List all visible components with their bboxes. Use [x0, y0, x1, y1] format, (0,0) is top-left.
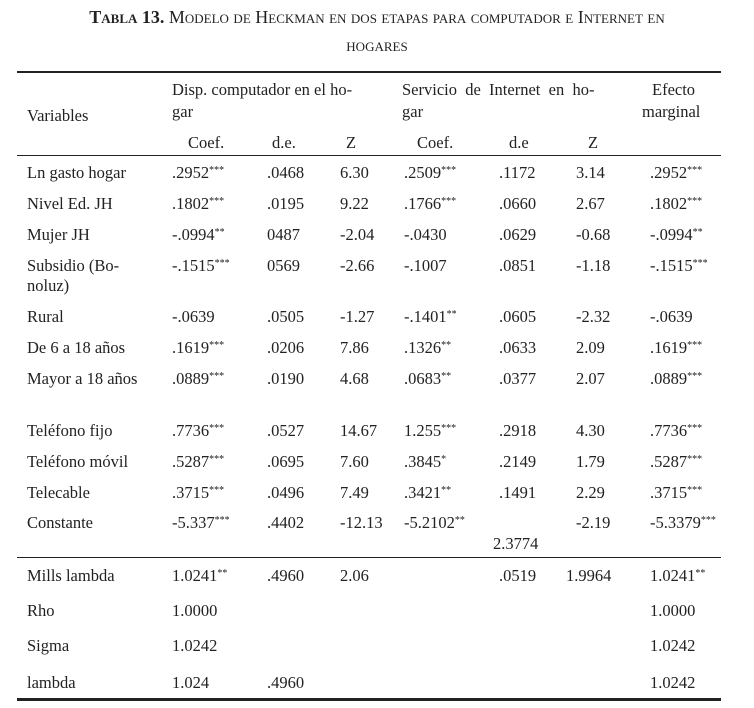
- stat-z-internet: [566, 566, 611, 586]
- table-title-line1: Modelo de Heckman en dos etapas para computador e Internet en: [168, 7, 665, 27]
- z-internet: [576, 452, 605, 472]
- stat-z-computador-value: 2.06: [340, 566, 369, 585]
- de-internet-value: .0629: [499, 225, 537, 244]
- de-internet-value: .2918: [499, 421, 537, 440]
- row-variable: [27, 256, 147, 296]
- significance-stars: ***: [441, 196, 457, 207]
- coef-internet-value: .2509: [404, 163, 442, 182]
- significance-stars: **: [441, 371, 452, 382]
- significance-stars: **: [454, 515, 465, 526]
- subheader-de-1: d.e.: [272, 133, 296, 152]
- efecto-marginal: [650, 338, 702, 358]
- efecto-marginal: [650, 421, 702, 441]
- de-internet-value: 2.3774: [493, 534, 539, 553]
- coef-internet: [404, 225, 447, 245]
- z-computador: [340, 163, 369, 183]
- efecto-marginal: [650, 194, 702, 214]
- row-variable: [27, 163, 126, 183]
- significance-stars: ***: [209, 485, 225, 496]
- stat-z-internet-value: 1.9964: [566, 566, 612, 585]
- z-internet-value: 1.79: [576, 452, 605, 471]
- de-internet: [493, 534, 538, 554]
- de-computador-value: 0487: [267, 225, 300, 244]
- stat-variable-value: Mills lambda: [27, 566, 115, 585]
- de-computador-value: .4402: [267, 513, 305, 532]
- subheader-de-2: d.e: [509, 133, 529, 152]
- z-computador: [340, 513, 383, 533]
- coef-computador-value: .1619: [172, 338, 210, 357]
- row-variable-value: Teléfono fijo: [27, 421, 113, 440]
- significance-stars: **: [441, 340, 452, 351]
- coef-computador-value: -.0994: [172, 225, 215, 244]
- significance-stars: ***: [209, 371, 225, 382]
- de-computador-value: .0468: [267, 163, 305, 182]
- de-computador: [267, 452, 304, 472]
- coef-internet: [404, 256, 447, 276]
- coef-internet-value: -.1007: [404, 256, 447, 275]
- efecto-marginal: [650, 256, 708, 276]
- row-variable: [27, 513, 93, 533]
- z-computador-value: -2.04: [340, 225, 375, 244]
- z-computador-value: -1.27: [340, 307, 375, 326]
- stat-de-internet-value: .0519: [499, 566, 537, 585]
- coef-internet: [404, 452, 446, 472]
- stat-coef-computador: [172, 636, 217, 656]
- de-computador-value: .0190: [267, 369, 305, 388]
- efecto-marginal-value: .1802: [650, 194, 688, 213]
- significance-stars: **: [441, 485, 452, 496]
- stat-z-computador: [340, 566, 369, 586]
- coef-computador: [172, 452, 224, 472]
- z-computador-value: 6.30: [340, 163, 369, 182]
- coef-computador-value: -5.337: [172, 513, 215, 532]
- row-variable: [27, 338, 125, 358]
- efecto-marginal: [650, 163, 702, 183]
- de-computador: [267, 225, 300, 245]
- stat-variable: [27, 601, 55, 621]
- coef-computador: [172, 483, 224, 503]
- bottom-rule: [17, 698, 721, 701]
- coef-internet: [404, 163, 456, 183]
- stat-de-computador: [267, 673, 304, 693]
- coef-computador-value: -.0639: [172, 307, 215, 326]
- stat-variable: [27, 566, 115, 586]
- z-computador-value: 7.49: [340, 483, 369, 502]
- top-rule: [17, 71, 721, 73]
- coef-computador-value: .2952: [172, 163, 210, 182]
- table-label: Tabla 13.: [89, 7, 165, 27]
- coef-computador: [172, 338, 224, 358]
- stat-efecto-marginal-value: 1.0242: [650, 636, 696, 655]
- z-computador: [340, 421, 377, 441]
- significance-stars: *: [441, 454, 447, 465]
- de-internet-value: .0633: [499, 338, 537, 357]
- efecto-marginal-value: -.1515: [650, 256, 693, 275]
- coef-computador-value: .5287: [172, 452, 210, 471]
- z-computador: [340, 369, 369, 389]
- z-computador-value: 7.60: [340, 452, 369, 471]
- de-internet: [499, 256, 536, 276]
- de-computador: [267, 307, 304, 327]
- row-variable: [27, 452, 128, 472]
- subheader-coef-1: Coef.: [188, 133, 225, 152]
- z-computador: [340, 225, 374, 245]
- stat-coef-computador-value: 1.0000: [172, 601, 218, 620]
- significance-stars: ***: [214, 258, 230, 269]
- coef-internet-value: -.0430: [404, 225, 447, 244]
- de-computador: [267, 338, 304, 358]
- coef-computador: [172, 307, 215, 327]
- efecto-marginal-value: .3715: [650, 483, 688, 502]
- z-computador-value: 14.67: [340, 421, 378, 440]
- coef-internet: [404, 338, 451, 358]
- efecto-marginal-value: .7736: [650, 421, 688, 440]
- header-group1-line2: gar: [172, 102, 194, 121]
- header-group3-line2: marginal: [642, 102, 701, 121]
- de-internet: [499, 225, 536, 245]
- stat-efecto-marginal-value: 1.0000: [650, 601, 696, 620]
- significance-stars: **: [214, 227, 225, 238]
- significance-stars: **: [692, 227, 703, 238]
- de-computador-value: .0695: [267, 452, 305, 471]
- row-variable: [27, 194, 113, 214]
- z-internet-value: 2.67: [576, 194, 605, 213]
- z-computador-value: 7.86: [340, 338, 369, 357]
- row-variable: [27, 483, 90, 503]
- de-computador-value: .0505: [267, 307, 305, 326]
- coef-internet-value: .3421: [404, 483, 442, 502]
- row-variable-value: Teléfono móvil: [27, 452, 129, 471]
- z-internet-value: 3.14: [576, 163, 605, 182]
- subheader-z-1: Z: [346, 133, 357, 152]
- stat-coef-computador-value: 1.0241: [172, 566, 218, 585]
- row-variable-value: Mayor a 18 años: [27, 369, 138, 388]
- coef-internet: [404, 194, 456, 214]
- row-variable-value: Rural: [27, 307, 64, 326]
- stat-efecto-marginal: [650, 601, 695, 621]
- de-internet-value: .1172: [499, 163, 536, 182]
- de-internet: [499, 194, 536, 214]
- de-computador-value: .0496: [267, 483, 305, 502]
- significance-stars: **: [217, 568, 228, 579]
- header-group3-line1: Efecto: [652, 80, 696, 99]
- coef-internet-value: -.1401: [404, 307, 447, 326]
- coef-computador: [172, 513, 230, 533]
- significance-stars: ***: [209, 423, 225, 434]
- efecto-marginal: [650, 483, 702, 503]
- efecto-marginal: [650, 513, 716, 533]
- z-computador-value: 9.22: [340, 194, 369, 213]
- header-group2-line2: gar: [402, 102, 424, 121]
- efecto-marginal: [650, 225, 703, 245]
- coef-internet: [404, 369, 451, 389]
- stat-coef-computador-value: 1.024: [172, 673, 210, 692]
- efecto-marginal: [650, 369, 702, 389]
- z-internet-value: 2.29: [576, 483, 605, 502]
- coef-internet: [404, 483, 451, 503]
- z-internet: [576, 225, 610, 245]
- de-internet: [499, 163, 536, 183]
- coef-computador: [172, 369, 224, 389]
- row-variable-value: Constante: [27, 513, 93, 532]
- de-internet-value: .0605: [499, 307, 537, 326]
- coef-computador-value: .3715: [172, 483, 210, 502]
- z-internet-value: 2.07: [576, 369, 605, 388]
- significance-stars: ***: [687, 340, 703, 351]
- table-title: [0, 2, 754, 32]
- de-internet: [499, 338, 536, 358]
- coef-computador-value: .0889: [172, 369, 210, 388]
- z-computador: [340, 452, 369, 472]
- efecto-marginal-value: -.0994: [650, 225, 693, 244]
- efecto-marginal-value: .2952: [650, 163, 688, 182]
- stat-variable: [27, 636, 69, 656]
- subheader-coef-2: Coef.: [417, 133, 454, 152]
- significance-stars: ***: [692, 258, 708, 269]
- significance-stars: **: [695, 568, 706, 579]
- significance-stars: ***: [687, 454, 703, 465]
- efecto-marginal: [650, 307, 693, 327]
- coef-computador-value: .7736: [172, 421, 210, 440]
- significance-stars: ***: [209, 340, 225, 351]
- significance-stars: ***: [209, 196, 225, 207]
- coef-internet: [404, 513, 465, 533]
- stat-variable-value: Sigma: [27, 636, 70, 655]
- header-group1-line1: Disp. computador en el ho-: [172, 80, 353, 99]
- coef-internet-value: .0683: [404, 369, 442, 388]
- stat-coef-computador: [172, 673, 209, 693]
- efecto-marginal-value: -5.3379: [650, 513, 701, 532]
- subheader-z-2: Z: [588, 133, 599, 152]
- coef-internet: [404, 307, 457, 327]
- z-computador: [340, 194, 369, 214]
- de-internet-value: .0851: [499, 256, 537, 275]
- z-computador: [340, 307, 374, 327]
- significance-stars: ***: [209, 165, 225, 176]
- de-computador: [267, 513, 304, 533]
- stat-de-computador-value: .4960: [267, 566, 305, 585]
- de-computador: [267, 194, 304, 214]
- coef-internet-value: .1766: [404, 194, 442, 213]
- significance-stars: ***: [687, 371, 703, 382]
- stat-efecto-marginal-value: 1.0241: [650, 566, 696, 585]
- significance-stars: ***: [214, 515, 230, 526]
- de-computador: [267, 483, 304, 503]
- z-internet: [576, 163, 605, 183]
- de-internet-value: .0660: [499, 194, 537, 213]
- z-computador-value: 4.68: [340, 369, 369, 388]
- table-title-line2: hogares: [346, 35, 408, 55]
- header-group2-line1: Servicio de Internet en ho-: [402, 80, 595, 99]
- row-variable-value: Ln gasto hogar: [27, 163, 126, 182]
- z-computador: [340, 338, 369, 358]
- z-computador-value: -12.13: [340, 513, 383, 532]
- row-variable-value: Telecable: [27, 483, 90, 502]
- z-internet-value: 4.30: [576, 421, 605, 440]
- z-internet: [576, 513, 610, 533]
- efecto-marginal-value: .5287: [650, 452, 688, 471]
- row-variable: [27, 307, 64, 327]
- de-internet-value: .1491: [499, 483, 537, 502]
- row-variable-value: De 6 a 18 años: [27, 338, 126, 357]
- coef-internet-value: 1.255: [404, 421, 442, 440]
- row-variable-value: Mujer JH: [27, 225, 90, 244]
- de-internet-value: .2149: [499, 452, 537, 471]
- z-computador: [340, 483, 369, 503]
- header-rule: [17, 155, 721, 156]
- significance-stars: ***: [441, 423, 457, 434]
- significance-stars: **: [446, 309, 457, 320]
- significance-stars: ***: [700, 515, 716, 526]
- stat-coef-computador: [172, 601, 217, 621]
- de-computador: [267, 163, 304, 183]
- z-internet: [576, 194, 605, 214]
- de-computador-value: .0195: [267, 194, 305, 213]
- z-internet: [576, 369, 605, 389]
- significance-stars: ***: [441, 165, 457, 176]
- table-title-line2-wrap: [0, 30, 754, 60]
- stat-variable-value: lambda: [27, 673, 76, 692]
- stat-efecto-marginal: [650, 636, 695, 656]
- stat-de-computador: [267, 566, 304, 586]
- z-internet-value: -2.19: [576, 513, 611, 532]
- stat-efecto-marginal-value: 1.0242: [650, 673, 696, 692]
- stat-efecto-marginal: [650, 673, 695, 693]
- z-internet-value: 2.09: [576, 338, 605, 357]
- stat-variable-value: Rho: [27, 601, 55, 620]
- row-variable-value: Nivel Ed. JH: [27, 194, 113, 213]
- stat-variable: [27, 673, 76, 693]
- stat-efecto-marginal: [650, 566, 705, 586]
- z-internet: [576, 256, 610, 276]
- de-internet: [499, 307, 536, 327]
- mid-rule: [17, 557, 721, 558]
- coef-internet-value: .3845: [404, 452, 442, 471]
- de-internet: [499, 421, 536, 441]
- significance-stars: ***: [687, 196, 703, 207]
- coef-computador: [172, 194, 224, 214]
- row-variable: [27, 369, 147, 389]
- row-variable-value: Subsidio (Bo-noluz): [27, 256, 120, 295]
- de-computador: [267, 421, 304, 441]
- z-internet-value: -0.68: [576, 225, 611, 244]
- stat-coef-computador: [172, 566, 227, 586]
- de-internet: [499, 483, 536, 503]
- z-internet-value: -2.32: [576, 307, 611, 326]
- efecto-marginal: [650, 452, 702, 472]
- de-computador-value: .0527: [267, 421, 305, 440]
- de-computador-value: .0206: [267, 338, 305, 357]
- stat-coef-computador-value: 1.0242: [172, 636, 218, 655]
- de-internet: [499, 452, 536, 472]
- z-internet: [576, 307, 610, 327]
- significance-stars: ***: [687, 485, 703, 496]
- stat-de-computador-value: .4960: [267, 673, 305, 692]
- efecto-marginal-value: .0889: [650, 369, 688, 388]
- de-computador-value: 0569: [267, 256, 300, 275]
- coef-internet-value: -5.2102: [404, 513, 455, 532]
- coef-internet: [404, 421, 456, 441]
- coef-computador-value: .1802: [172, 194, 210, 213]
- z-internet: [576, 421, 605, 441]
- row-variable: [27, 225, 90, 245]
- de-computador: [267, 256, 300, 276]
- z-computador-value: -2.66: [340, 256, 375, 275]
- z-computador: [340, 256, 374, 276]
- coef-computador: [172, 256, 230, 276]
- coef-computador-value: -.1515: [172, 256, 215, 275]
- efecto-marginal-value: -.0639: [650, 307, 693, 326]
- coef-computador: [172, 163, 224, 183]
- stat-de-internet: [499, 566, 536, 586]
- significance-stars: ***: [687, 423, 703, 434]
- row-variable: [27, 421, 112, 441]
- de-internet-value: .0377: [499, 369, 537, 388]
- z-internet: [576, 483, 605, 503]
- efecto-marginal-value: .1619: [650, 338, 688, 357]
- significance-stars: ***: [209, 454, 225, 465]
- de-computador: [267, 369, 304, 389]
- z-internet-value: -1.18: [576, 256, 611, 275]
- de-internet: [499, 369, 536, 389]
- coef-internet-value: .1326: [404, 338, 442, 357]
- header-variables: Variables: [27, 106, 89, 125]
- z-internet: [576, 338, 605, 358]
- coef-computador: [172, 421, 224, 441]
- coef-computador: [172, 225, 225, 245]
- significance-stars: ***: [687, 165, 703, 176]
